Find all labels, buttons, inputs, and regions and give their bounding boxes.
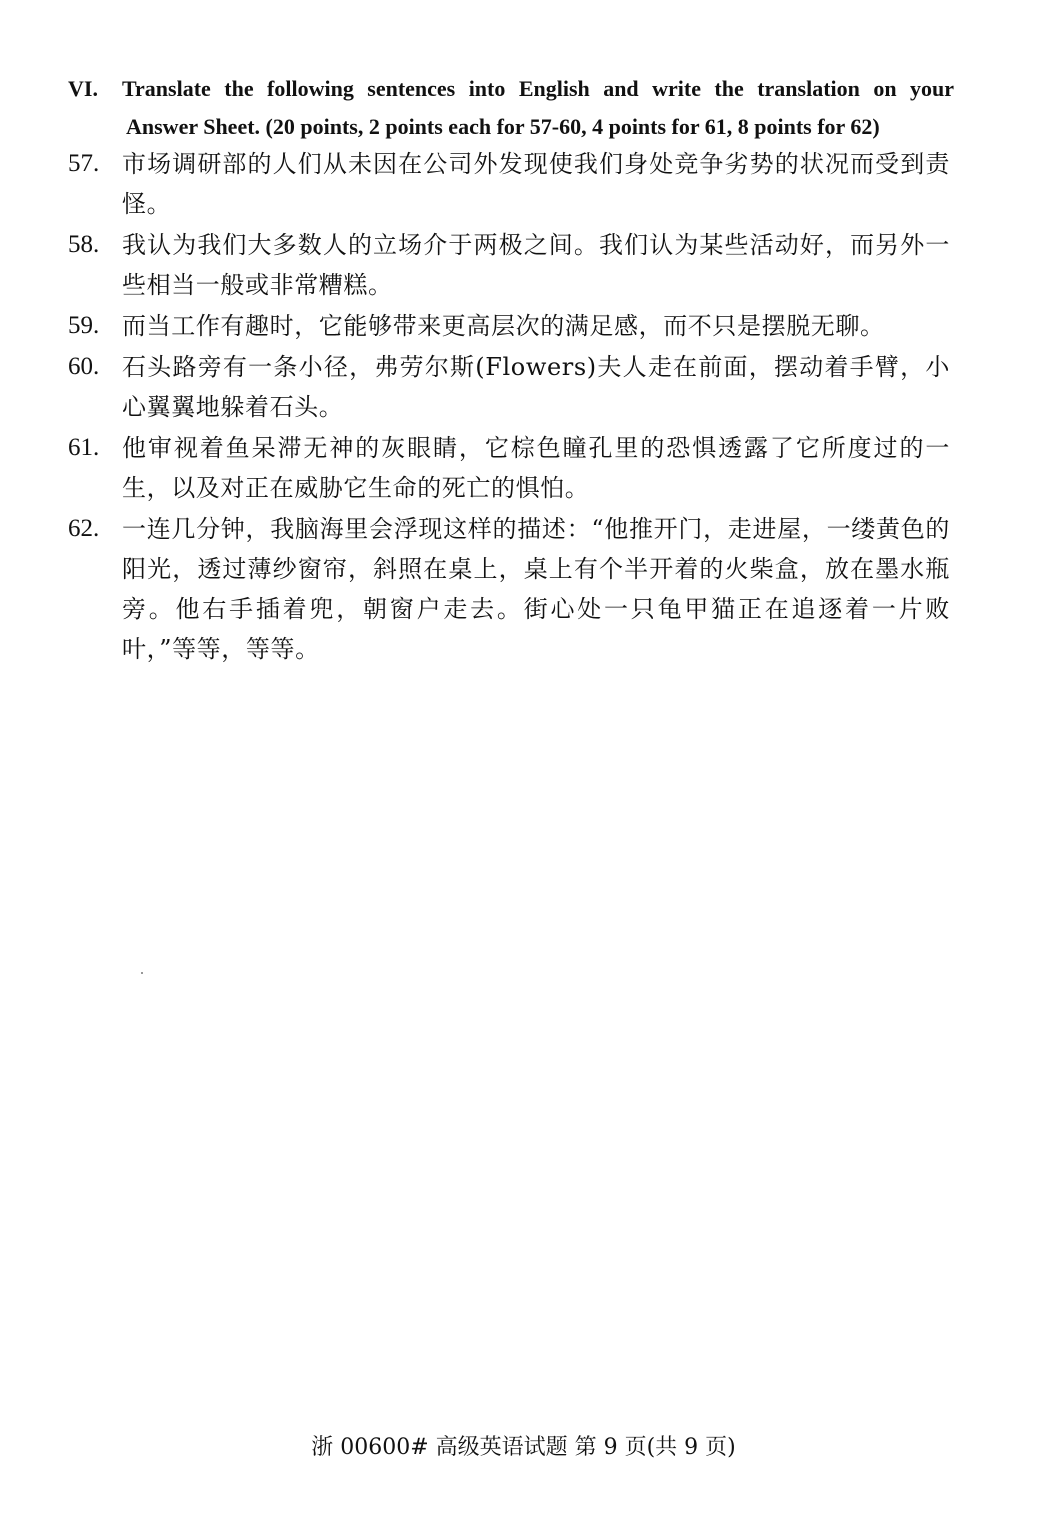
section-instruction-line2: Answer Sheet. (20 points, 2 points each for 57-60, 4 points for 61, 8 points for 62): [126, 114, 880, 139]
question-item: [68, 144, 958, 224]
question-item: [68, 347, 958, 427]
question-number: 62.: [68, 515, 100, 542]
question-item: [68, 225, 958, 305]
question-item: [68, 509, 958, 669]
question-text: 他审视着鱼呆滞无神的灰眼睛，它棕色瞳孔里的恐惧透露了它所度过的一生，以及对正在威胁它生命的死亡的惧怕。: [122, 434, 950, 502]
question-text: 而当工作有趣时，它能够带来更高层次的满足感，而不只是摆脱无聊。: [122, 312, 885, 340]
question-item: [68, 428, 958, 508]
question-number: 57.: [68, 150, 100, 177]
question-list: [68, 144, 958, 670]
page-footer: 浙 00600# 高级英语试题 第 9 页(共 9 页): [311, 1435, 736, 1460]
question-number: 61.: [68, 434, 100, 461]
section-number: VI.: [68, 76, 98, 101]
question-number: 59.: [68, 312, 100, 339]
question-number: 60.: [68, 353, 100, 380]
question-number: 58.: [68, 231, 100, 258]
question-text: 市场调研部的人们从未因在公司外发现使我们身处竞争劣势的状况而受到责怪。: [122, 150, 950, 218]
question-text: 一连几分钟，我脑海里会浮现这样的描述：“他推开门，走进屋，一缕黄色的阳光，透过薄纱窗帘，斜照在桌上，桌上有个半开着的火柴盒，放在墨水瓶旁。他右手插着兜，朝窗户走去。街心处一只龟甲猫正在追逐着一片败叶，”等等，等等。: [122, 515, 950, 663]
question-text: 我认为我们大多数人的立场介于两极之间。我们认为某些活动好，而另外一些相当一般或非常糟糕。: [122, 231, 950, 299]
question-item: [68, 306, 958, 346]
section-instruction-line1: Translate the following sentences into English and write the translation on your: [122, 76, 954, 101]
question-text: 石头路旁有一条小径，弗劳尔斯(Flowers)夫人走在前面，摆动着手臂，小心翼翼地躲着石头。: [122, 353, 950, 421]
scan-speck: [141, 972, 143, 974]
